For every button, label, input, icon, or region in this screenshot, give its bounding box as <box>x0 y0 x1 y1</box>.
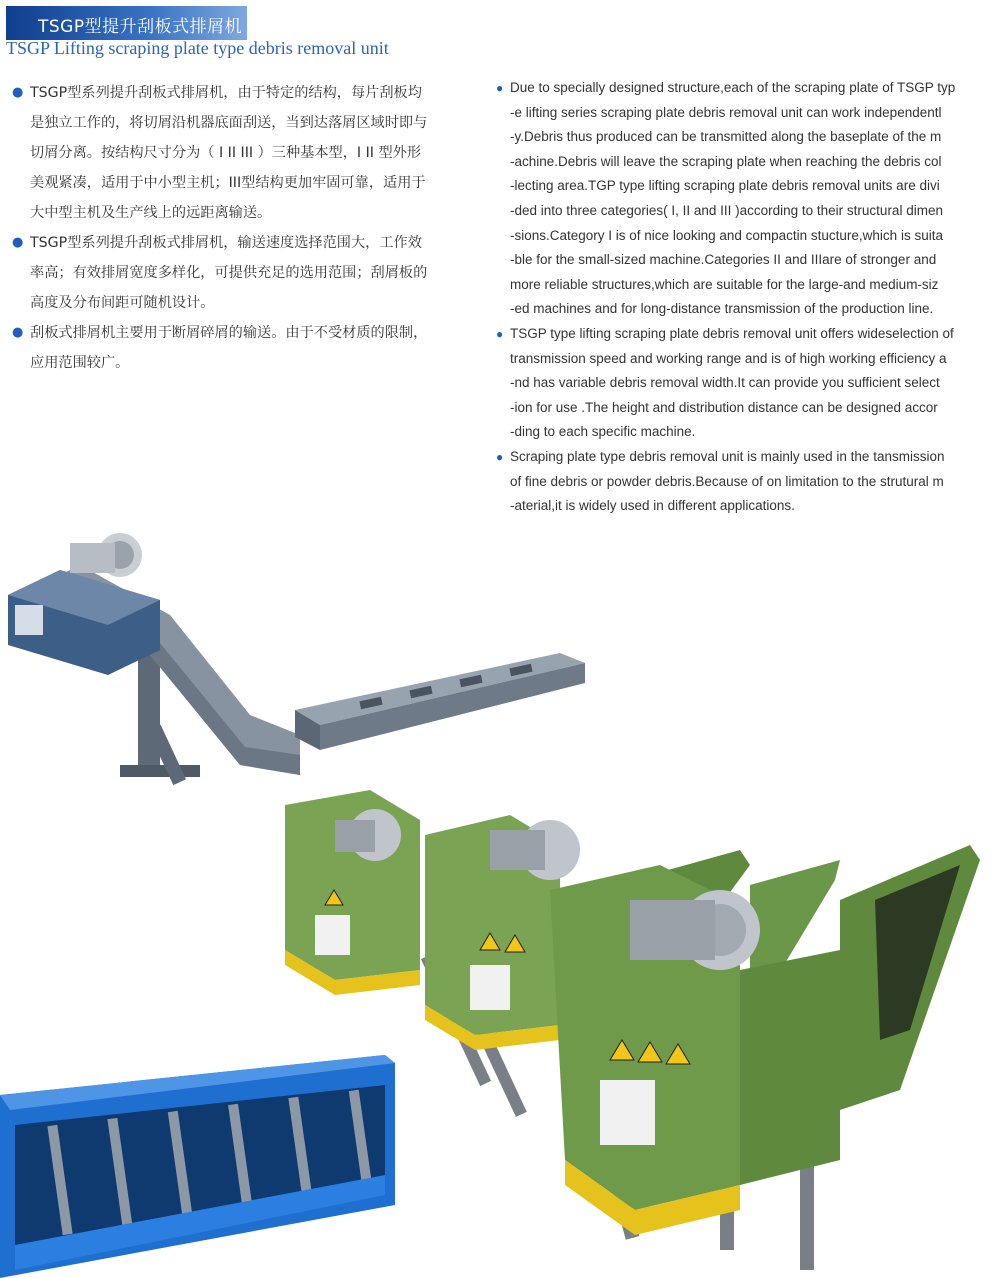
en-line: more reliable structures,which are suitable for the large-and medium-siz <box>510 276 939 292</box>
chinese-description <box>10 78 430 378</box>
zh-paragraph-text: TSGP型系列提升刮板式排屑机，输送速度选择范围大，工作效率高；有效排屑宽度多样化，可提供充足的选用范围；刮屑板的高度及分布间距可随机设计。 <box>30 235 428 311</box>
en-line: -nd has variable debris removal width.It can provide you sufficient select <box>510 375 940 391</box>
zh-paragraph-text: TSGP型系列提升刮板式排屑机，由于特定的结构，每片刮板均是独立工作的，将切屑沿机器底面刮送，当到达落屑区域时即与切屑分离。按结构尺寸分为（ I II III ）三种基本型，I II 型外形美观紧凑，适用于中小型主机；III型结构更加牢固可靠，适用于大中型主机及生产线上的远距离输送。 <box>30 85 428 221</box>
bullet-icon: ● <box>496 449 504 464</box>
zh-paragraph-3 <box>10 318 430 378</box>
en-line: -achine.Debris will leave the scraping plate when reaching the debris col <box>510 153 942 169</box>
en-line: -y.Debris thus produced can be transmitted along the baseplate of the m <box>510 129 942 145</box>
en-paragraph-3 <box>496 445 996 519</box>
green-scraper-conveyors-photo <box>280 790 990 1270</box>
en-line: Scraping plate type debris removal unit is mainly used in the tansmission <box>510 448 945 464</box>
en-line: -ion for use .The height and distribution distance can be designed accor <box>510 399 938 415</box>
page-title-chinese: TSGP型提升刮板式排屑机 <box>38 17 243 37</box>
en-line: Due to specially designed structure,each of the scraping plate of TSGP typ <box>510 80 956 95</box>
bullet-icon: ● <box>496 326 504 341</box>
en-line: -aterial,it is widely used in different applications. <box>510 498 795 514</box>
en-paragraph-2 <box>496 322 996 445</box>
en-line: -ding to each specific machine. <box>510 424 696 440</box>
zh-paragraph-1 <box>10 78 430 228</box>
en-line: -ble for the small-sized machine.Categories II and IIIare of stronger and <box>510 252 937 268</box>
zh-paragraph-2 <box>10 228 430 318</box>
bullet-icon: ● <box>496 81 504 95</box>
bullet-icon: ● <box>12 325 24 340</box>
en-line: -e lifting series scraping plate debris removal unit can work independentl <box>510 104 942 120</box>
en-line: -lecting area.TGP type lifting scraping plate debris removal units are divi <box>510 178 940 194</box>
zh-paragraph-text: 刮板式排屑机主要用于断屑碎屑的输送。由于不受材质的限制，应用范围较广。 <box>30 325 428 371</box>
en-paragraph-1 <box>496 76 996 322</box>
en-line: -sions.Category I is of nice looking and compactin stucture,which is suita <box>510 227 943 243</box>
en-line: transmission speed and working range and is of high working efficiency a <box>510 350 947 366</box>
page-title-english: TSGP Lifting scraping plate type debris removal unit <box>6 38 389 58</box>
bullet-icon: ● <box>12 85 24 100</box>
en-line: -ed machines and for long-distance transmission of the production line. <box>510 301 934 317</box>
english-description <box>496 76 996 519</box>
gray-scraper-conveyor-photo <box>0 525 600 825</box>
en-line: of fine debris or powder debris.Because of on limitation to the strutural m <box>510 473 944 489</box>
en-line: TSGP type lifting scraping plate debris removal unit offers wideselection of <box>510 325 954 341</box>
en-line: -ded into three categories( I, II and III )according to their structural dimen <box>510 202 943 218</box>
bullet-icon: ● <box>12 235 24 250</box>
